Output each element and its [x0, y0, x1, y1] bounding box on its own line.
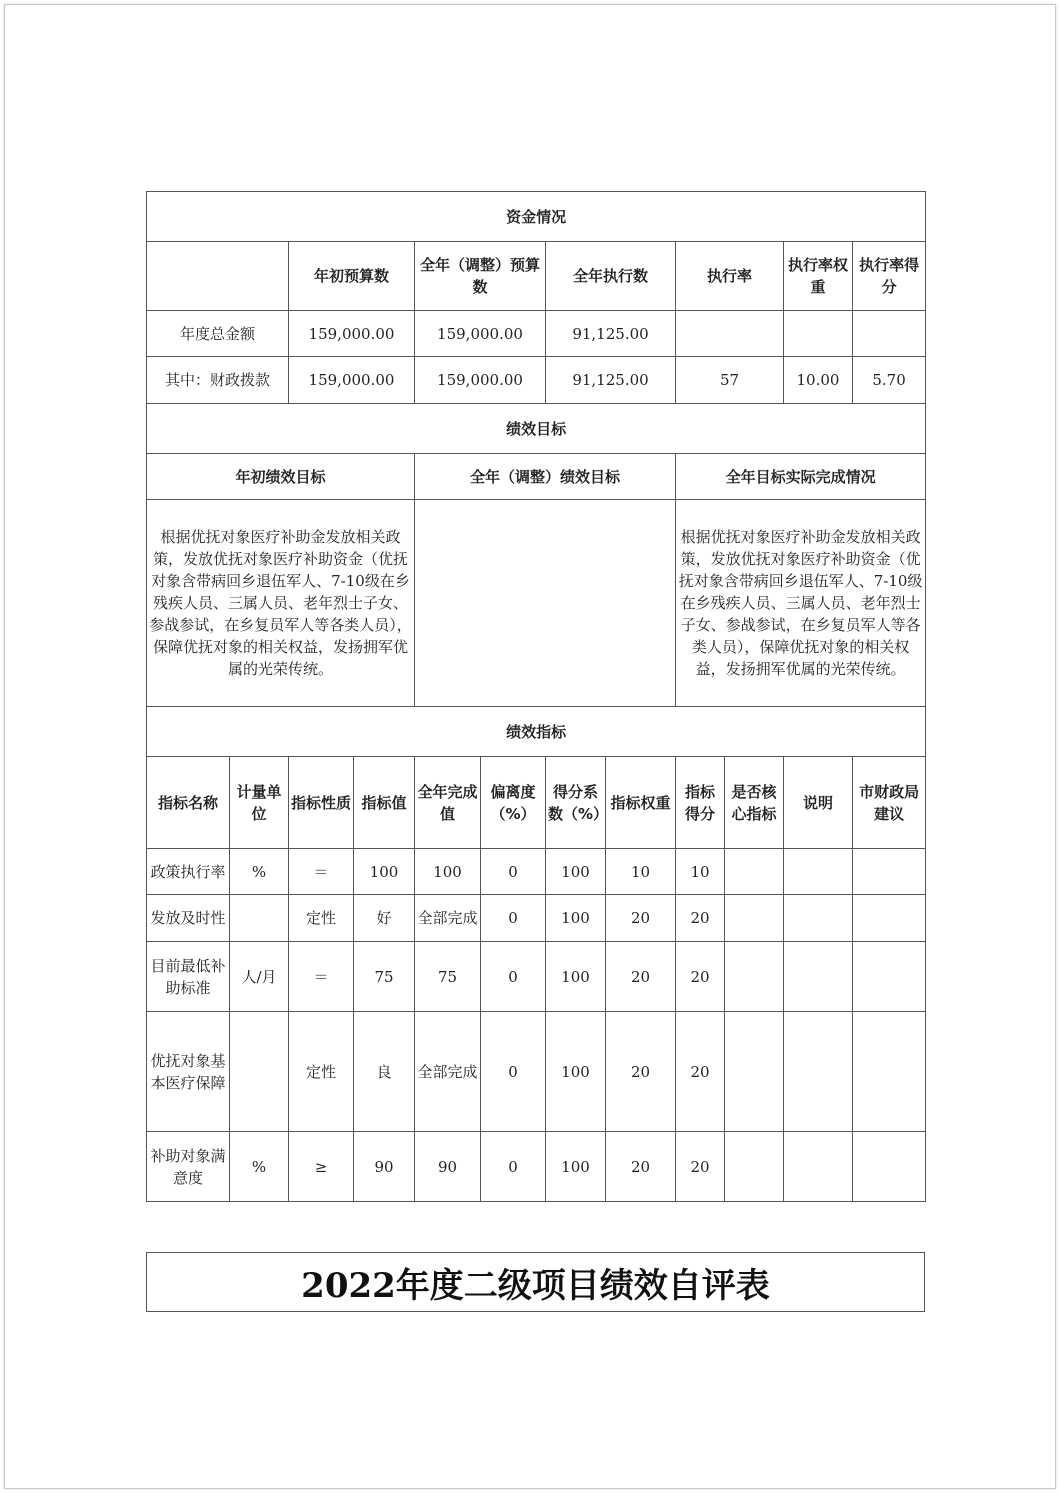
ind-score: 20 [676, 942, 725, 1012]
goals-header-initial: 年初绩效目标 [147, 454, 415, 500]
ind-score: 20 [676, 1132, 725, 1202]
ind-nature: ＝ [289, 849, 354, 895]
funds-row-score: 5.70 [853, 357, 926, 404]
indicator-row [147, 849, 926, 895]
ind-core [725, 849, 784, 895]
indicator-row [147, 1132, 926, 1202]
ind-weight: 20 [606, 895, 676, 942]
ind-suggestion [853, 942, 926, 1012]
ind-weight: 10 [606, 849, 676, 895]
ind-value: 75 [354, 942, 415, 1012]
indicators-section-title: 绩效指标 [147, 707, 926, 757]
goals-header-adjusted: 全年（调整）绩效目标 [415, 454, 676, 500]
funds-row-initial: 159,000.00 [289, 311, 415, 357]
ind-suggestion [853, 1132, 926, 1202]
ind-unit: % [230, 849, 289, 895]
funds-row-adjusted: 159,000.00 [415, 311, 546, 357]
funds-header-weight: 执行率权重 [784, 242, 853, 311]
ind-header-score: 指标得分 [676, 757, 725, 849]
funds-row [147, 311, 926, 357]
ind-name: 发放及时性 [147, 895, 230, 942]
goals-actual-text: 根据优抚对象医疗补助金发放相关政策，发放优抚对象医疗补助资金（优抚对象含带病回乡退伍军人、7-10级在乡残疾人员、三属人员、老年烈士子女、参战参试，在乡复员军人等各类人员），保障优抚对象的相关权益，发扬拥军优属的光荣传统。 [676, 500, 926, 707]
ind-note [784, 849, 853, 895]
ind-nature: ≥ [289, 1132, 354, 1202]
ind-deviation: 0 [481, 895, 546, 942]
funds-row-executed: 91,125.00 [546, 311, 676, 357]
ind-unit: % [230, 1132, 289, 1202]
document-title: 2022年度二级项目绩效自评表 [146, 1252, 925, 1312]
ind-header-suggestion: 市财政局建议 [853, 757, 926, 849]
indicator-row [147, 1012, 926, 1132]
goals-header-actual: 全年目标实际完成情况 [676, 454, 926, 500]
ind-value: 好 [354, 895, 415, 942]
ind-note [784, 1132, 853, 1202]
funds-row-weight: 10.00 [784, 357, 853, 404]
ind-header-value: 指标值 [354, 757, 415, 849]
ind-name: 优抚对象基本医疗保障 [147, 1012, 230, 1132]
ind-weight: 20 [606, 942, 676, 1012]
ind-coefficient: 100 [546, 895, 606, 942]
funds-row-rate [676, 311, 784, 357]
ind-value: 100 [354, 849, 415, 895]
ind-name: 政策执行率 [147, 849, 230, 895]
ind-coefficient: 100 [546, 849, 606, 895]
ind-core [725, 1012, 784, 1132]
funds-row-label: 其中：财政拨款 [147, 357, 289, 404]
funds-section-title: 资金情况 [147, 192, 926, 242]
ind-core [725, 895, 784, 942]
funds-row-label: 年度总金额 [147, 311, 289, 357]
ind-completed: 全部完成 [415, 895, 481, 942]
funds-row-executed: 91,125.00 [546, 357, 676, 404]
ind-header-weight: 指标权重 [606, 757, 676, 849]
ind-suggestion [853, 895, 926, 942]
ind-unit [230, 895, 289, 942]
ind-nature: ＝ [289, 942, 354, 1012]
ind-suggestion [853, 1012, 926, 1132]
ind-coefficient: 100 [546, 1012, 606, 1132]
ind-completed: 100 [415, 849, 481, 895]
ind-value: 90 [354, 1132, 415, 1202]
ind-deviation: 0 [481, 1132, 546, 1202]
ind-name: 目前最低补助标准 [147, 942, 230, 1012]
ind-unit [230, 1012, 289, 1132]
funds-row-adjusted: 159,000.00 [415, 357, 546, 404]
ind-deviation: 0 [481, 942, 546, 1012]
funds-row-rate: 57 [676, 357, 784, 404]
ind-weight: 20 [606, 1132, 676, 1202]
ind-header-unit: 计量单位 [230, 757, 289, 849]
ind-coefficient: 100 [546, 1132, 606, 1202]
ind-unit: 人/月 [230, 942, 289, 1012]
indicator-row [147, 942, 926, 1012]
funds-header-rate: 执行率 [676, 242, 784, 311]
ind-coefficient: 100 [546, 942, 606, 1012]
funds-row-weight [784, 311, 853, 357]
funds-header-score: 执行率得分 [853, 242, 926, 311]
ind-core [725, 1132, 784, 1202]
funds-header-initial: 年初预算数 [289, 242, 415, 311]
ind-name: 补助对象满意度 [147, 1132, 230, 1202]
ind-header-name: 指标名称 [147, 757, 230, 849]
ind-completed: 90 [415, 1132, 481, 1202]
ind-deviation: 0 [481, 849, 546, 895]
ind-header-coefficient: 得分系数（%） [546, 757, 606, 849]
goals-section-title: 绩效目标 [147, 404, 926, 454]
ind-deviation: 0 [481, 1012, 546, 1132]
funds-row [147, 357, 926, 404]
indicator-row [147, 895, 926, 942]
funds-row-score [853, 311, 926, 357]
ind-suggestion [853, 849, 926, 895]
funds-row-initial: 159,000.00 [289, 357, 415, 404]
ind-header-note: 说明 [784, 757, 853, 849]
ind-header-core: 是否核心指标 [725, 757, 784, 849]
ind-completed: 全部完成 [415, 1012, 481, 1132]
ind-score: 10 [676, 849, 725, 895]
ind-value: 良 [354, 1012, 415, 1132]
ind-completed: 75 [415, 942, 481, 1012]
ind-score: 20 [676, 1012, 725, 1132]
ind-weight: 20 [606, 1012, 676, 1132]
performance-table [146, 191, 926, 1202]
funds-header-blank [147, 242, 289, 311]
ind-core [725, 942, 784, 1012]
ind-note [784, 1012, 853, 1132]
ind-header-completed: 全年完成值 [415, 757, 481, 849]
goals-initial-text: 根据优抚对象医疗补助金发放相关政策，发放优抚对象医疗补助资金（优抚对象含带病回乡退伍军人、7-10级在乡残疾人员、三属人员、老年烈士子女、参战参试，在乡复员军人等各类人员），保障优抚对象的相关权益，发扬拥军优属的光荣传统。 [147, 500, 415, 707]
ind-header-deviation: 偏离度（%） [481, 757, 546, 849]
ind-note [784, 942, 853, 1012]
funds-header-adjusted: 全年（调整）预算数 [415, 242, 546, 311]
ind-score: 20 [676, 895, 725, 942]
ind-nature: 定性 [289, 895, 354, 942]
ind-nature: 定性 [289, 1012, 354, 1132]
funds-header-executed: 全年执行数 [546, 242, 676, 311]
goals-adjusted-text [415, 500, 676, 707]
ind-header-nature: 指标性质 [289, 757, 354, 849]
ind-note [784, 895, 853, 942]
